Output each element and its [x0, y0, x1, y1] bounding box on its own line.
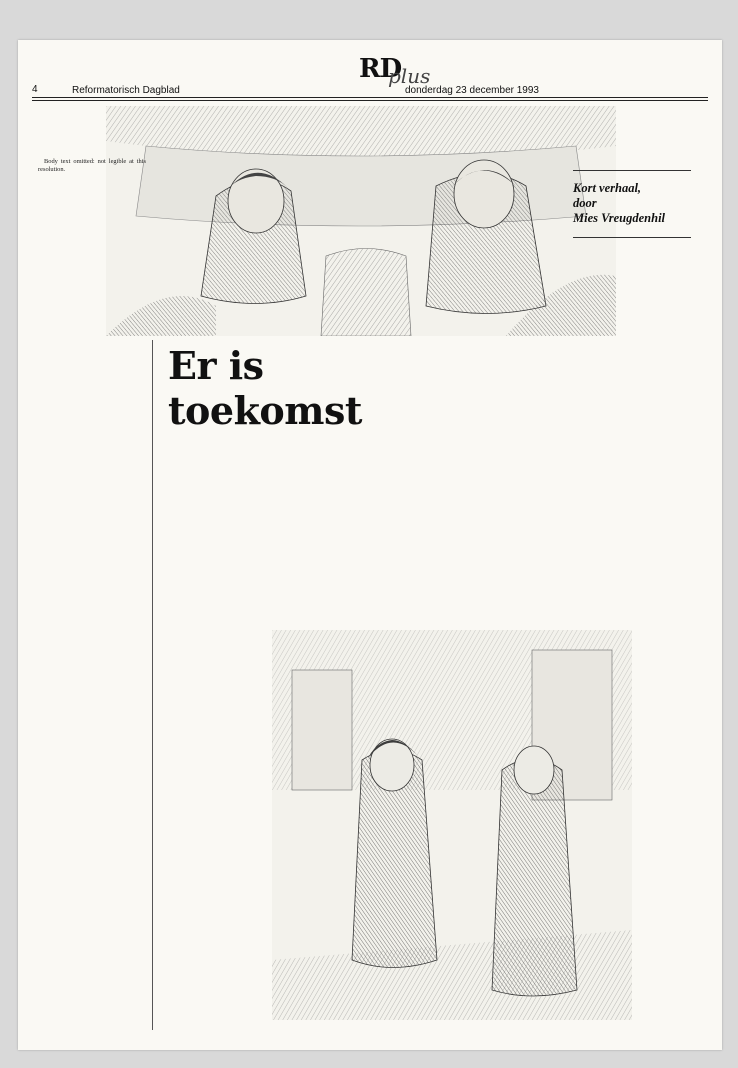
- pencil-illustration-car-interior-icon: [106, 106, 616, 336]
- article-column-3: [274, 396, 392, 626]
- article-column-4: [400, 345, 518, 625]
- article-column-2: [158, 396, 264, 1026]
- newspaper-name: Reformatorisch Dagblad: [72, 85, 180, 96]
- sidebar-byline-box: [573, 170, 691, 238]
- masthead: [32, 48, 708, 100]
- article-column-1: [38, 158, 146, 1026]
- issue-date: donderdag 23 december 1993: [405, 85, 539, 96]
- article-headline: Er is toekomst: [168, 343, 362, 433]
- column-separator: [152, 340, 153, 1030]
- logo-plus: plus: [388, 64, 431, 88]
- sidebar-title-line-1: Kort verhaal,: [573, 181, 642, 195]
- article-notice: Body text omitted: not legible at this resolution.: [38, 158, 146, 174]
- masthead-rule: [32, 97, 708, 98]
- newspaper-page: [18, 40, 722, 1050]
- masthead-rule-thin: [32, 100, 708, 101]
- sidebar-title-line-3: Mies Vreugdenhil: [573, 211, 666, 225]
- pencil-illustration-street-scene-icon: [272, 630, 632, 1020]
- page-number: 4: [32, 84, 38, 95]
- sidebar-title-line-2: door: [573, 196, 597, 210]
- logo-rd: RD: [359, 54, 402, 84]
